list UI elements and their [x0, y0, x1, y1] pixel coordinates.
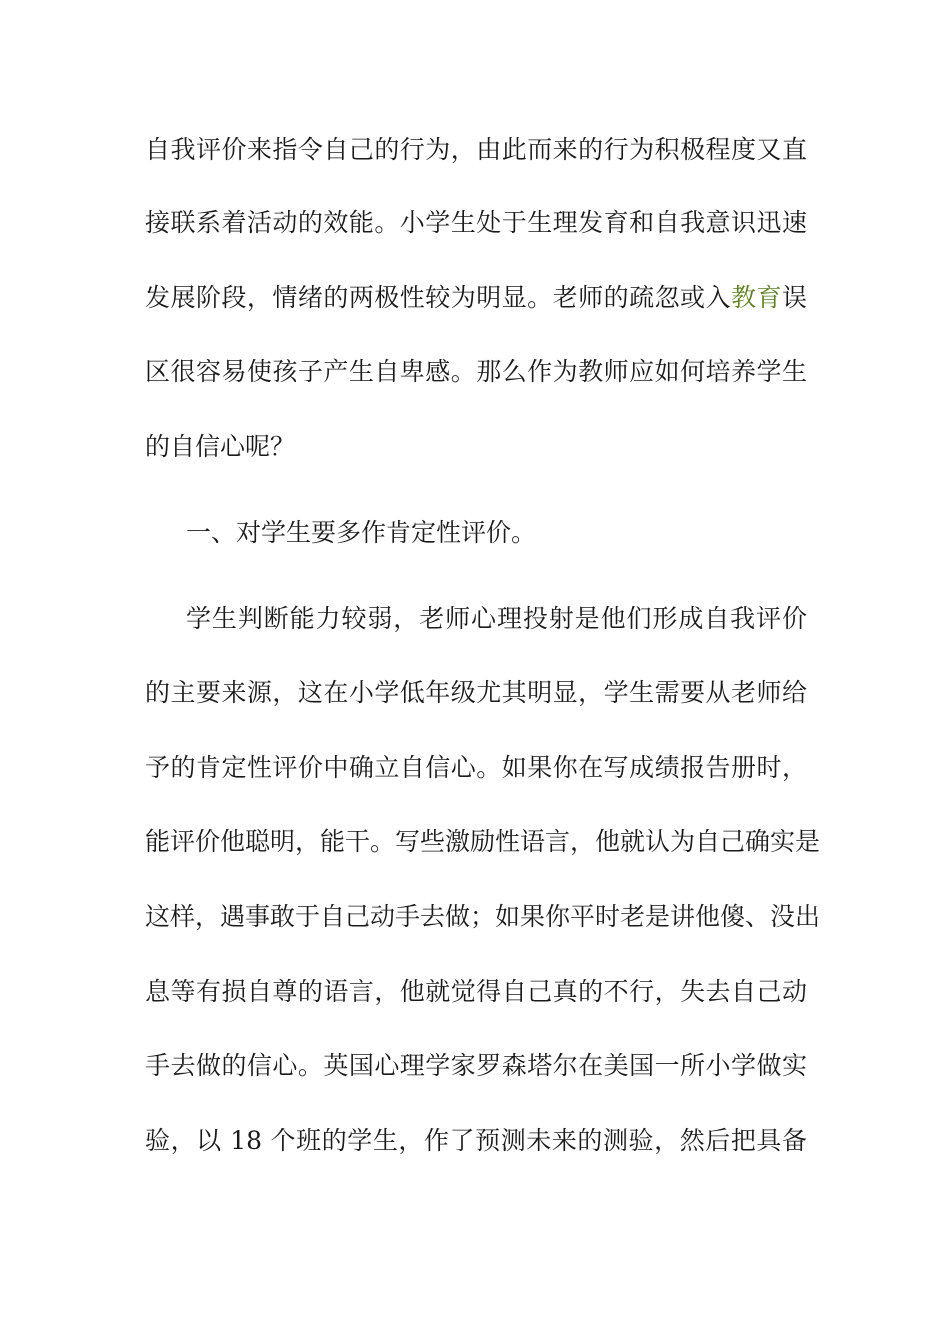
paragraph-1-line-3-text: 发展阶段，情绪的两极性较为明显。老师的疏忽或入 — [145, 283, 731, 312]
paragraph-2-line-1: 学生判断能力较弱，老师心理投射是他们形成自我评价 — [186, 604, 807, 633]
section-heading: 一、对学生要多作肯定性评价。 — [186, 518, 537, 547]
paragraph-2-line-4: 能评价他聪明，能干。写些激励性语言，他就认为自己确实是 — [145, 827, 821, 856]
paragraph-2-line-2: 的主要来源，这在小学低年级尤其明显，学生需要从老师给 — [145, 678, 807, 707]
paragraph-2-line-6: 息等有损自尊的语言，他就觉得自己真的不行，失去自己动 — [145, 977, 807, 1006]
paragraph-1-line-3 — [145, 282, 807, 314]
paragraph-1-line-2: 接联系着活动的效能。小学生处于生理发育和自我意识迅速 — [145, 208, 807, 237]
education-link[interactable]: 教育 — [731, 283, 782, 312]
paragraph-2-line-3: 予的肯定性评价中确立自信心。如果你在写成绩报告册时， — [145, 753, 807, 782]
paragraph-2-line-8: 验，以 18 个班的学生，作了预测未来的测验，然后把具备 — [145, 1126, 807, 1155]
paragraph-1-line-1: 自我评价来指令自己的行为，由此而来的行为积极程度又直 — [145, 135, 807, 164]
paragraph-2-line-5: 这样，遇事敢于自己动手去做；如果你平时老是讲他傻、没出 — [145, 902, 821, 931]
paragraph-1-line-5: 的自信心呢？ — [145, 432, 296, 461]
paragraph-1-line-4: 区很容易使孩子产生自卑感。那么作为教师应如何培养学生 — [145, 357, 807, 386]
paragraph-1-line-3-tail: 误 — [781, 283, 807, 312]
paragraph-2-line-7: 手去做的信心。英国心理学家罗森塔尔在美国一所小学做实 — [145, 1051, 807, 1080]
